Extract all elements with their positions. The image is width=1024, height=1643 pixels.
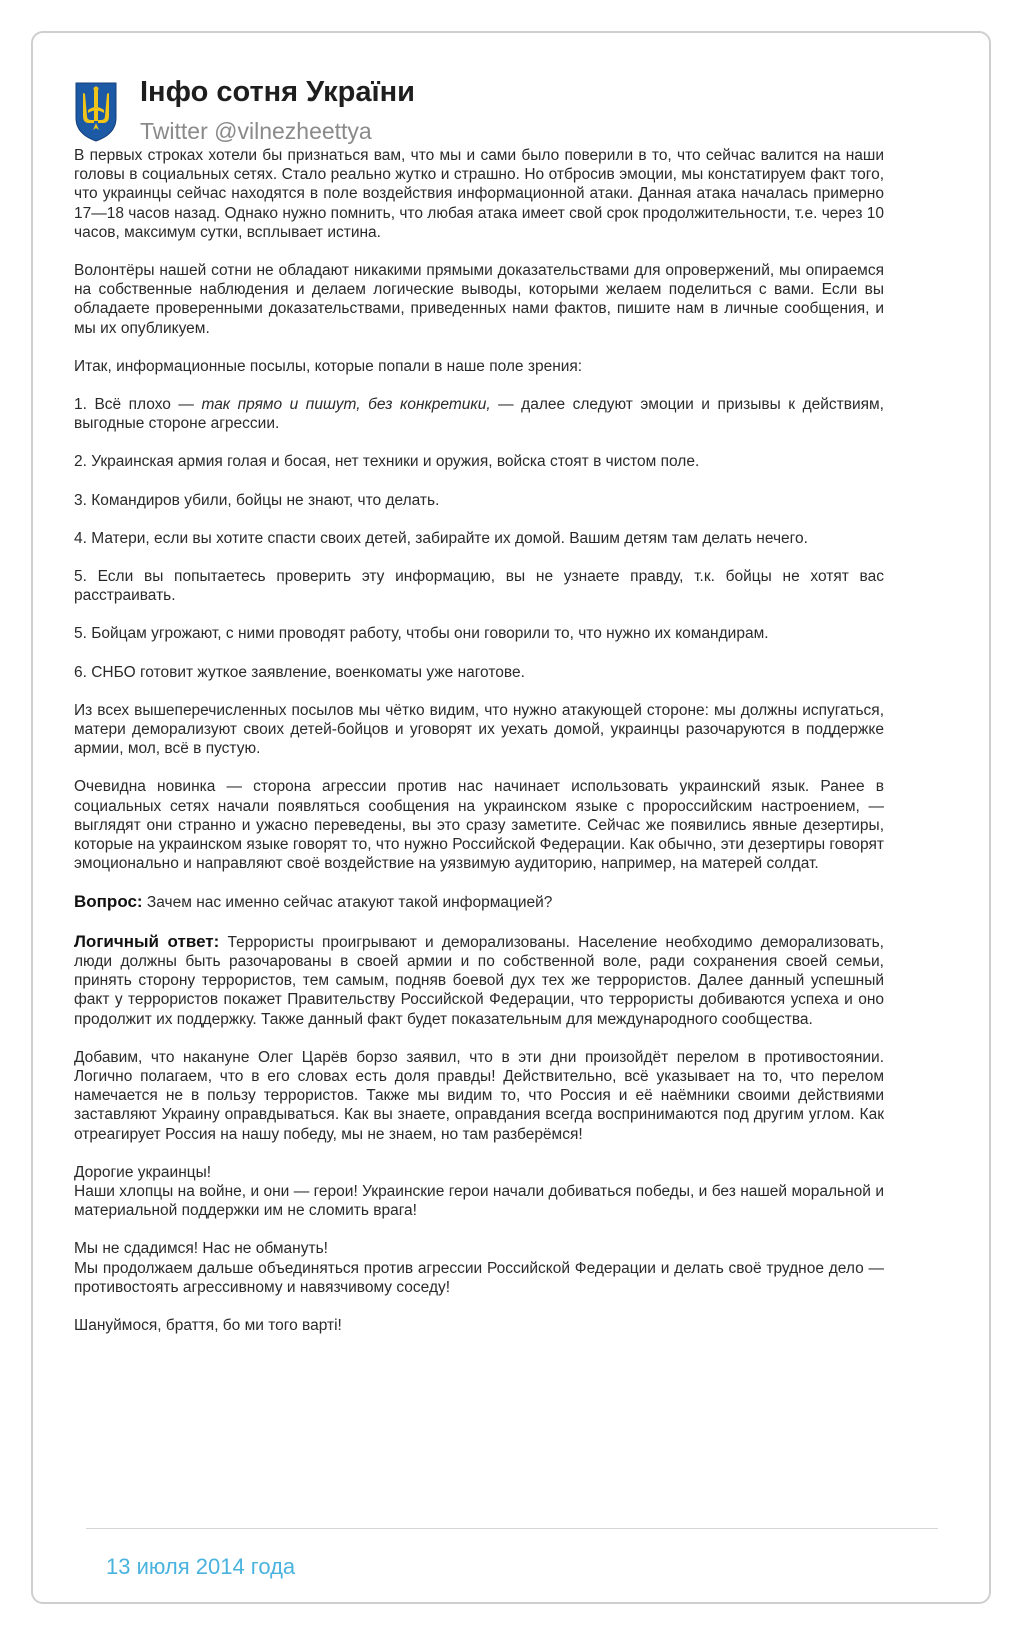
paragraph-question — [74, 892, 884, 912]
answer-text: Террористы проигрывают и деморализованы. Население необходимо деморализовать, люди должны быть разочарованы в своей армии и по собственной воле, ради сохранения своей семьи, принять сторону террористов, тем самым, подняв боевой дух тех же террористов. Далее данный успешный факт у террористов покажет Правительству Российской Федерации, что террористы добиваются успеха и оно продолжит их поддержку. Также данный факт будет показательным для международного сообщества. — [74, 933, 884, 1028]
paragraph-list-intro: Итак, информационные посылы, которые попали в наше поле зрения: — [74, 357, 583, 375]
list-item-1-end: — далее следуют эмоции и призывы к действиям, выгодные стороне агрессии. — [74, 396, 884, 433]
list-item-3: 3. Командиров убили, бойцы не знают, что делать. — [74, 491, 440, 509]
paragraph-heroes: Наши хлопцы на войне, и они — герои! Украинские герои начали добиваться победы, и без нашей моральной и материальной поддержки им не сломить врага! — [74, 1182, 884, 1220]
twitter-handle: Twitter @vilnezheettya — [140, 118, 372, 144]
list-item-2: 2. Украинская армия голая и босая, нет техники и оружия, войска стоят в чистом поле. — [74, 453, 700, 471]
paragraph-unite: Мы продолжаем дальше объединяться против агрессии Российской Федерации и делать своё трудное дело — противостоять агрессивному и навязчивому соседу! — [74, 1259, 884, 1296]
list-item-4: 4. Матери, если вы хотите спасти своих детей, забирайте их домой. Вашим детям там делать нечего. — [74, 529, 808, 547]
question-text: Зачем нас именно сейчас атакуют такой информацией? — [142, 894, 553, 912]
ukraine-trident-icon — [75, 82, 117, 142]
paragraph-volunteers: Волонтёры нашей сотни не обладают никакими прямыми доказательствами для опровержений, мы опираемся на собственные наблюдения и делаем логические выводы, которыми желаем поделиться с вами. Если вы обладаете проверенными доказательствами, приведенных нами фактов, пишите нам в личные сообщения, и мы их опубликуем. — [74, 262, 884, 337]
post-date: 13 июля 2014 года — [106, 1554, 296, 1579]
channel-title: Інфо сотня України — [140, 76, 415, 108]
paragraph-novelty: Очевидна новинка — сторона агрессии против нас начинает использовать украинский язык. Ранее в социальных сетях начали появляться сообщения на украинском языке с пророссийским настроением, — выглядят они странно и ужасно переведены, вы это сразу заметите. Сейчас же появились явные дезертиры, которые на украинском языке говорят то, что нужно Российской Федерации. Как обычно, эти дезертиры говорят эмоционально и направляют своё воздействие на уязвимую аудиторию, например, на матерей солдат. — [74, 778, 884, 873]
question-label: Вопрос: — [74, 892, 143, 912]
list-item-1 — [74, 395, 884, 433]
list-item-1-start: 1. Всё плохо — — [74, 396, 202, 414]
paragraph-intro: В первых строках хотели бы признаться вам, что мы и сами было поверили в то, что сейчас валится на наши головы в социальных сетях. Стало реально жутко и страшно. Но отбросив эмоции, мы констатируем факт того, что украинцы сейчас находятся в поле воздействия информационной атаки. Данная атака началась примерно 17—18 часов назад. Однако нужно помнить, что любая атака имеет свой срок продолжительности, т.е. через 10 часов, максимум сутки, всплывает истина. — [74, 147, 884, 241]
paragraph-answer — [74, 932, 884, 1029]
paragraph-analysis: Из всех вышеперечисленных посылов мы чётко видим, что нужно атакующей стороне: мы должны испугаться, матери деморализуют своих детей-бойцов и уговорят их уехать домой, украинцы разочаруются в поддержке армии, мол, всё в пустую. — [74, 701, 884, 758]
answer-label: Логичный ответ: — [74, 931, 220, 951]
list-item-5b: 5. Бойцам угрожают, с ними проводят работу, чтобы они говорили то, что нужно их командирам. — [74, 625, 769, 643]
footer-divider — [86, 1528, 938, 1529]
list-item-1-italic: так прямо и пишут, без конкретики, — [201, 396, 491, 414]
list-item-5a: 5. Если вы попытаетесь проверить эту информацию, вы не узнаете правду, т.к. бойцы не хотят вас расстраивать. — [74, 568, 884, 605]
post-body — [74, 146, 884, 1354]
list-item-6: 6. СНБО готовит жуткое заявление, военкоматы уже наготове. — [74, 663, 525, 681]
paragraph-tsarev: Добавим, что накануне Олег Царёв борзо заявил, что в эти дни произойдёт перелом в противостоянии. Логично полагаем, что в его словах есть доля правды! Действительно, всё указывает на то, что перелом намечается не в пользу террористов. Также мы видим то, что Россия и её наёмники своими действиями заставляют Украину оправдываться. Как вы знаете, оправдания всегда воспринимаются под другим углом. Как отреагирует Россия на нашу победу, мы не знаем, но там разберёмся! — [74, 1048, 884, 1143]
paragraph-closing: Шануймося, браття, бо ми того варті! — [74, 1316, 342, 1334]
paragraph-greeting: Дорогие украинцы! — [74, 1163, 212, 1181]
paragraph-not-surrender: Мы не сдадимся! Нас не обмануть! — [74, 1240, 328, 1258]
